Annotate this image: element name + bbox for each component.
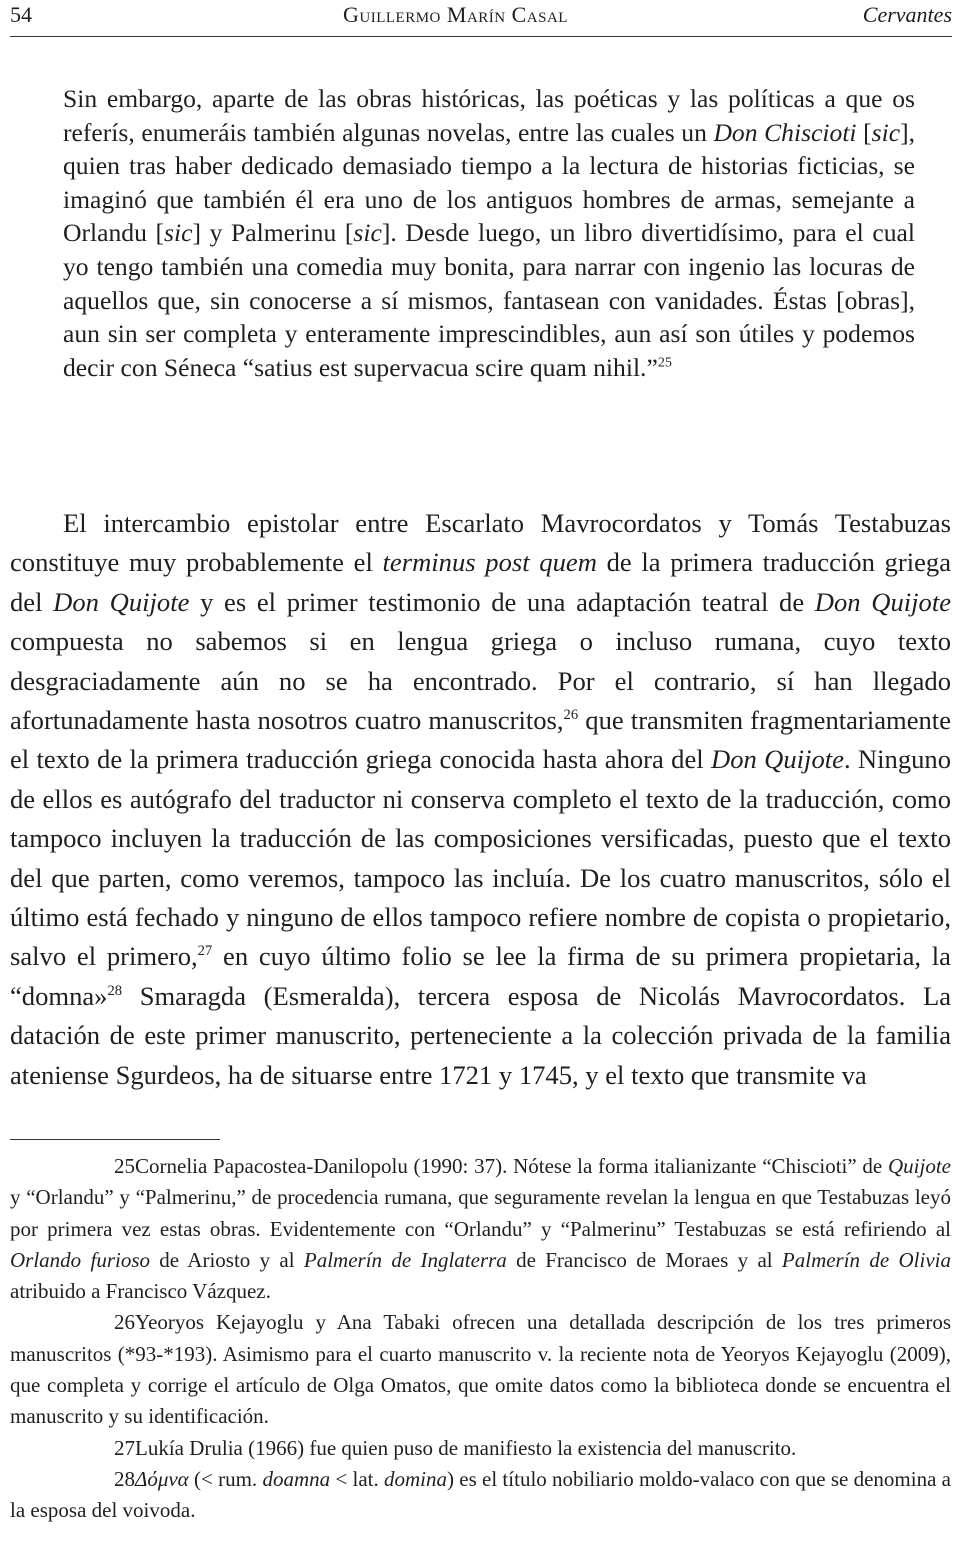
footnote-27 [10, 1433, 951, 1464]
running-title: Cervantes [862, 2, 952, 27]
body-text: compuesta no sabemos si en lengua griega o incluso rumana, cuyo texto desgraciadamente aún no se ha encontrado. Por el contrario, sí han llegado afortunadamente hasta nosotros cuatro manuscritos, [10, 626, 951, 736]
footnote-text: de Francisco de Moraes y al [506, 1247, 782, 1272]
quote-text: [ [856, 117, 872, 147]
running-author: Guillermo Marín Casal [343, 2, 568, 27]
footnote-ref-26: 26 [563, 707, 579, 724]
footnotes [10, 1151, 951, 1527]
body-text: El intercambio epistolar entre Escarlato Mavrocordatos y Tomás Testabuzas constituye muy probablemente el [10, 508, 951, 578]
footnote-italic: Orlando furioso [10, 1247, 150, 1272]
footnote-text: y “Orlandu” y “Palmerinu,” de procedencia rumana, que seguramente revelan la lengua en que Testabuzas leyó por primera vez estas obras. Evidentemente con “Orlandu” y “Palmerinu” Testabuzas se está refiriendo al [10, 1185, 951, 1241]
footnote-number: 28 [114, 1466, 135, 1491]
footnote-text: atribuido a Francisco Vázquez. [10, 1279, 271, 1304]
footnote-separator [10, 1139, 220, 1140]
block-quote [63, 82, 915, 384]
body-italic: Don Quijote [814, 586, 952, 617]
quote-italic: sic [164, 218, 193, 248]
quote-text: ] y Palmerinu [ [192, 218, 354, 248]
footnote-26 [10, 1307, 951, 1432]
quote-text: Sin embargo, aparte de las obras históricas, las poéticas y las políticas a que os referís, enumeráis también algunas novelas, entre las cuales un [63, 84, 915, 147]
footnote-text: (< rum. [188, 1466, 263, 1491]
footnote-italic: Quijote [888, 1154, 951, 1178]
footnote-ref-25: 25 [657, 354, 672, 371]
footnote-italic: Δόμνα [135, 1466, 189, 1491]
quote-italic: Don Chiscioti [713, 117, 857, 147]
quote-italic: sic [871, 117, 901, 147]
footnote-number: 27 [114, 1435, 135, 1460]
body-text: en cuyo último folio se lee la firma de su primera propietaria, la “domna» [10, 941, 951, 1011]
footnote-italic: domina [384, 1466, 447, 1491]
header-rule [10, 36, 952, 37]
quote-text: ]. Desde luego, un libro divertidísimo, para el cual yo tengo también una comedia muy bonita, para narrar con ingenio las locuras de aquellos que, sin conocerse a sí mismos, fantasean con vanidades. Éstas [obras], aun sin ser completa y enteramente imprescindibles, aun así son útiles y podemos decir con Séneca “satius est supervacua scire quam nihil.” [63, 218, 915, 382]
body-text: . Ninguno de ellos es autógrafo del traductor ni conserva completo el texto de la traducción, como tampoco incluyen la traducción de las composiciones versificadas, puesto que el texto del que parten, como veremos, tampoco las incluía. De los cuatro manuscritos, sólo el último está fechado y ninguno de ellos tampoco refiere nombre de copista o propietario, salvo el primero, [10, 744, 952, 972]
footnote-text: ) es el título nobiliario moldo-valaco con que se denomina a la esposa del voivoda. [10, 1466, 952, 1523]
body-text: de la primera traducción griega del [10, 547, 951, 617]
body-text: Smaragda (Esmeralda), tercera esposa de Nicolás Mavrocordatos. La datación de este primer manuscrito, perteneciente a la colección privada de la familia ateniense Sgurdeos, ha de situarse entre 1721 y 1745, y el texto que transmite va [10, 980, 951, 1090]
quote-text: ], quien tras haber dedicado demasiado tiempo a la lectura de historias ficticias, se imaginó que también él era uno de los antiguos hombres de armas, semejante a Orlandu [ [63, 117, 916, 248]
footnote-28 [10, 1464, 951, 1527]
footnote-25 [10, 1151, 951, 1307]
body-paragraph [10, 504, 951, 1095]
footnote-number: 26 [114, 1310, 135, 1335]
quote-italic: sic [353, 218, 382, 248]
footnote-number: 25 [114, 1154, 135, 1178]
body-italic: terminus post quem [382, 547, 597, 578]
footnote-text: < lat. [330, 1466, 384, 1491]
body-text: y es el primer testimonio de una adaptación teatral de [189, 586, 815, 617]
footnote-italic: Palmerín de Olivia [781, 1247, 951, 1272]
body-italic: Don Quijote [711, 744, 844, 775]
footnote-text: Lukía Drulia (1966) fue quien puso de manifiesto la existencia del manuscrito. [135, 1435, 797, 1460]
running-header [10, 2, 952, 32]
footnote-italic: Palmerín de Inglaterra [303, 1247, 507, 1272]
footnote-text: de Ariosto y al [150, 1247, 304, 1272]
body-italic: Don Quijote [53, 586, 190, 617]
footnote-text: Cornelia Papacostea-Danilopolu (1990: 37). Nótese la forma italianizante “Chiscioti” de [135, 1154, 888, 1178]
body-text: que transmiten fragmentariamente el texto de la primera traducción griega conocida hasta ahora del [10, 705, 952, 775]
footnote-ref-28: 28 [107, 983, 123, 1000]
footnote-italic: doamna [262, 1466, 331, 1491]
footnote-ref-27: 27 [197, 943, 213, 960]
page-number: 54 [10, 2, 32, 27]
footnote-text: Yeoryos Kejayoglu y Ana Tabaki ofrecen una detallada descripción de los tres primeros manuscritos (*93-*193). Asimismo para el cuarto manuscrito v. la reciente nota de Yeoryos Kejayoglu (2009), que completa y corrige el artículo de Olga Omatos, que omite datos como la biblioteca donde se encuentra el manuscrito y su identificación. [10, 1310, 951, 1429]
